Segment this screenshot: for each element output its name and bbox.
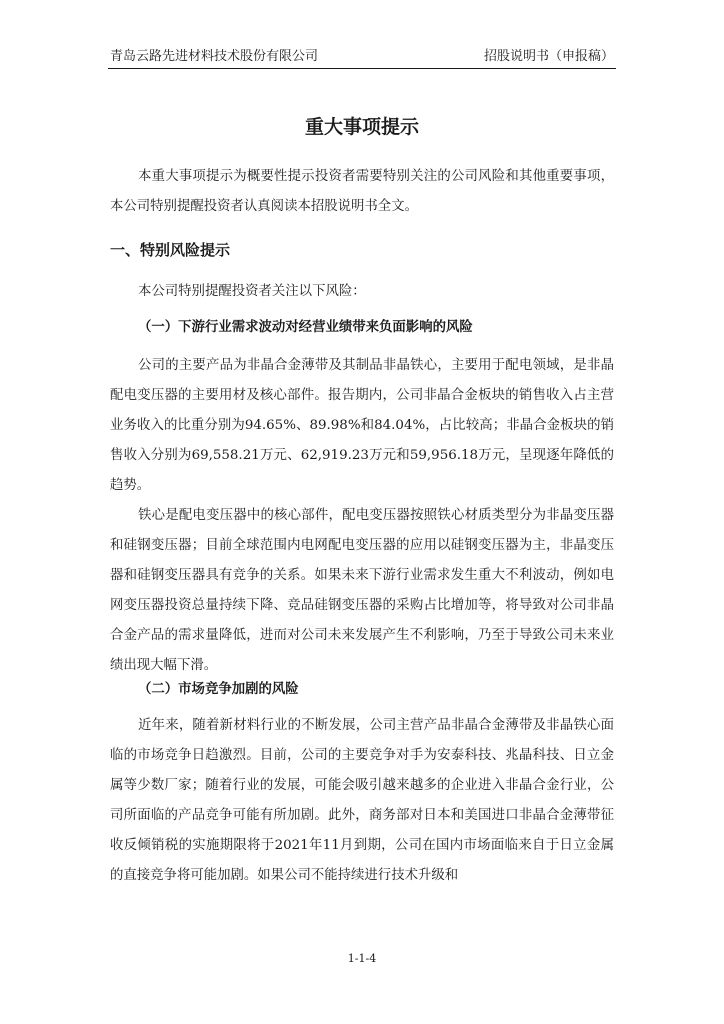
paragraph-market-competition: 近年来，随着新材料行业的不断发展，公司主营产品非晶合金薄带及非晶铁心面临的市场竞争日趋激烈。目前，公司的主要竞争对手为安泰科技、兆晶科技、日立金属等少数厂家；随着行业的发展，可能会吸引越来越多的企业进入非晶合金行业，公司所面临的产品竞争可能有所加剧。此外，商务部对日本和美国进口非晶合金薄带征收反倾销税的实施期限将于2021年11月到期，公司在国内市场面临来自于日立金属的直接竞争将可能加剧。如果公司不能持续进行技术升级和	[110, 718, 614, 883]
section-heading-special-risks: 一、特别风险提示	[110, 241, 231, 259]
header-company-name: 青岛云路先进材料技术股份有限公司	[110, 49, 319, 64]
page-number: 1-1-4	[347, 952, 377, 965]
header-document-type: 招股说明书（申报稿）	[483, 49, 614, 64]
paragraph-main-products: 公司的主要产品为非晶合金薄带及其制品非晶铁心，主要用于配电领域，是非晶配电变压器的主要用材及核心部件。报告期内，公司非晶合金板块的销售收入占主营业务收入的比重分别为94.65%、89.98%和84.04%，占比较高；非晶合金板块的销售收入分别为69,558.21万元、62,919.23万元和59,956.18万元，呈现逐年降低的趋势。	[110, 358, 614, 493]
header-divider	[108, 68, 616, 69]
subsection-heading-downstream-demand: （一）下游行业需求波动对经营业绩带来负面影响的风险	[138, 320, 473, 335]
intro-paragraph: 本重大事项提示为概要性提示投资者需要特别关注的公司风险和其他重要事项，本公司特别提醒投资者认真阅读本招股说明书全文。	[110, 169, 614, 214]
paragraph-iron-core: 铁心是配电变压器中的核心部件，配电变压器按照铁心材质类型分为非晶变压器和硅钢变压器；目前全球范围内电网配电变压器的应用以硅钢变压器为主，非晶变压器和硅钢变压器具有竞争的关系。如果未来下游行业需求发生重大不利波动，例如电网变压器投资总量持续下降、竞品硅钢变压器的采购占比增加等，将导致对公司非晶合金产品的需求量降低，进而对公司未来发展产生不利影响，乃至于导致公司未来业绩出现大幅下滑。	[110, 508, 614, 673]
page-title: 重大事项提示	[304, 116, 419, 138]
section-lead-paragraph: 本公司特别提醒投资者关注以下风险：	[138, 284, 366, 299]
subsection-heading-market-competition: （二）市场竞争加剧的风险	[138, 682, 299, 697]
